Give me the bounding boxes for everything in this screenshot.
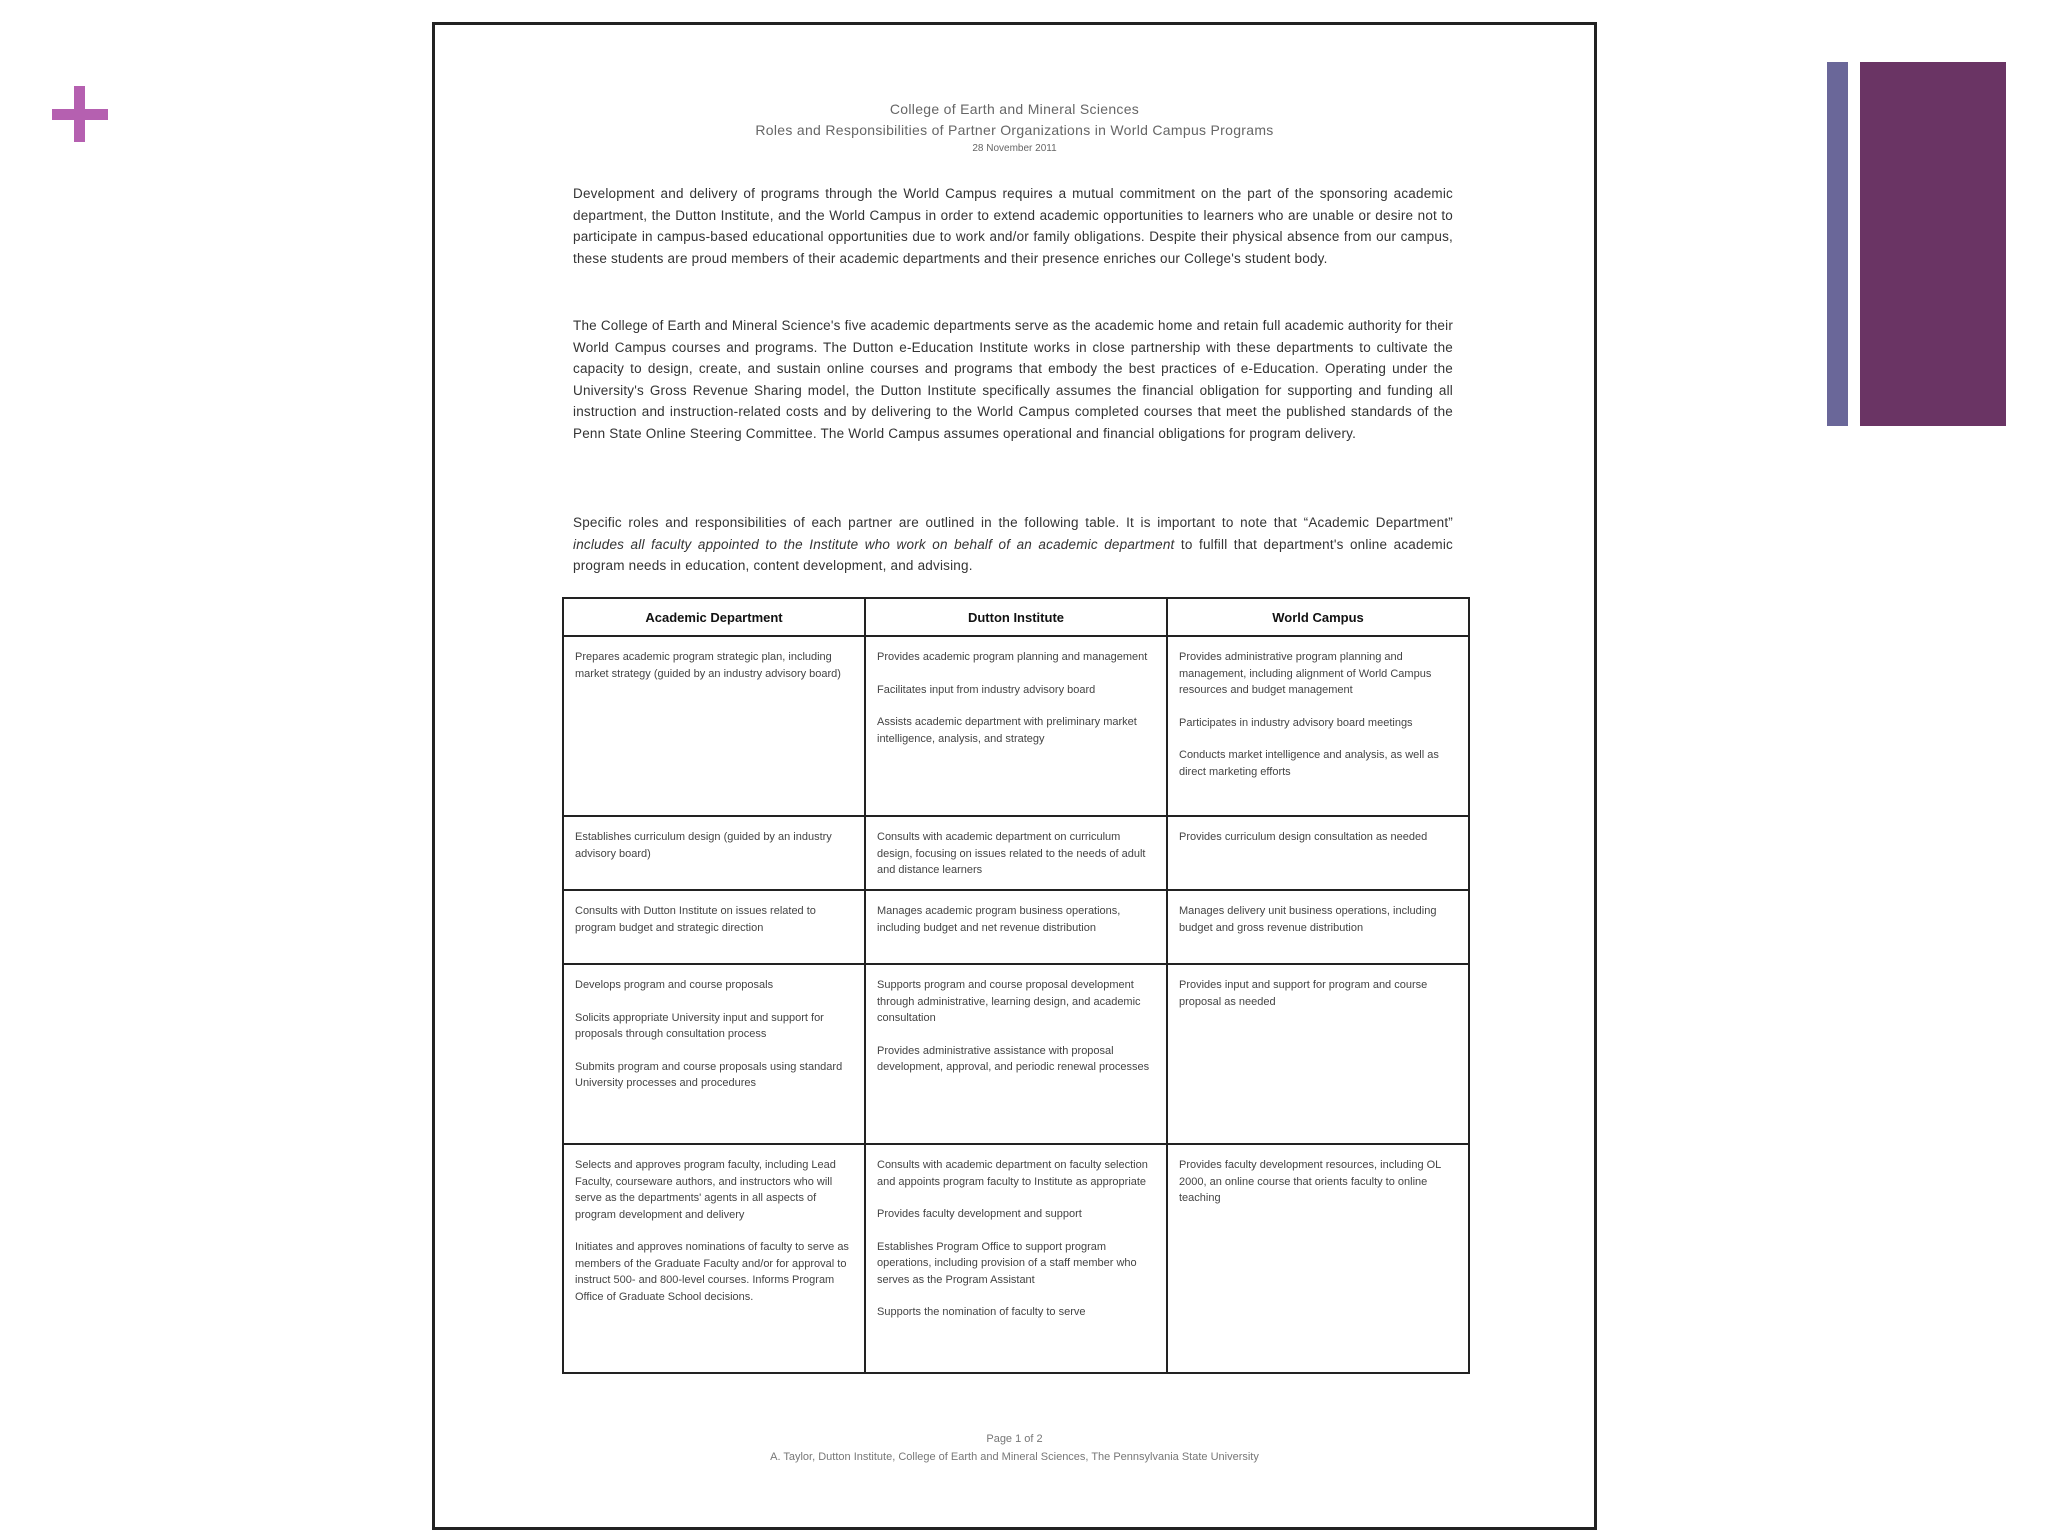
table-cell [563, 964, 865, 1144]
plus-icon [52, 86, 108, 142]
table-cell [865, 816, 1167, 890]
table-row [563, 890, 1469, 964]
document-footer [435, 1430, 1594, 1466]
college-name: College of Earth and Mineral Sciences [889, 101, 1140, 117]
document-header [435, 99, 1594, 157]
cell-item: Conducts market intelligence and analysis, as well as direct marketing efforts [1179, 749, 1439, 778]
cell-item: Solicits appropriate University input and support for proposals through consultation process [575, 1011, 824, 1040]
cell-item: Consults with academic department on curriculum design, focusing on issues related to the needs of adult and distance learners [877, 831, 1146, 876]
table-cell [563, 816, 865, 890]
table-cell [1167, 1144, 1469, 1373]
departments-paragraph: The College of Earth and Mineral Science's five academic departments serve as the academic home and retain full academic authority for their World Campus courses and programs. The Dutton e-Education Institute works in close partnership with these departments to cultivate the capacity to design, create, and sustain online courses and programs that embody the best practices of e-Education. Operating under the University's Gross Revenue Sharing model, the Dutton Institute specifically assumes the financial obligation for supporting and funding all instruction and instruction-related costs and by delivering to the World Campus completed courses that meet the published standards of the Penn State Online Steering Committee. The World Campus assumes operational and financial obligations for program delivery. [573, 318, 1454, 441]
cell-item: Prepares academic program strategic plan, including market strategy (guided by an industry advisory board) [575, 651, 841, 680]
table-cell [1167, 890, 1469, 964]
cell-item: Selects and approves program faculty, including Lead Faculty, courseware authors, and instructors who will serve as the departments' agents in all aspects of program development and delivery [575, 1159, 836, 1221]
cell-item: Manages academic program business operations, including budget and net revenue distribution [877, 905, 1121, 934]
cell-item: Submits program and course proposals using standard University processes and procedures [575, 1060, 843, 1089]
footer-credit: A. Taylor, Dutton Institute, College of Earth and Mineral Sciences, The Pennsylvania State University [770, 1451, 1259, 1463]
document-page [432, 22, 1597, 1530]
column-header: World Campus [1167, 598, 1469, 636]
table-cell [865, 890, 1167, 964]
cell-item: Provides faculty development resources, including OL 2000, an online course that orients faculty to online teaching [1179, 1159, 1441, 1204]
roles-paragraph-end: to fulfill that department's online academic program needs in education, content development, and advising. [573, 536, 1454, 574]
cell-item: Manages delivery unit business operations, including budget and gross revenue distribution [1179, 905, 1437, 934]
cell-item: Initiates and approves nominations of faculty to serve as members of the Graduate Faculty and/or for approval to instruct 500- and 800-level courses. Informs Program Office of Graduate School decisions. [575, 1241, 849, 1303]
cell-item: Facilitates input from industry advisory board [877, 683, 1096, 696]
cell-item: Supports program and course proposal development through administrative, learning design, and academic consultation [877, 979, 1141, 1024]
table-cell [563, 636, 865, 816]
roles-paragraph-start: Specific roles and responsibilities of each partner are outlined in the following table. It is important to note that “Academic Department” [573, 515, 1453, 530]
table-row [563, 816, 1469, 890]
table-row [563, 964, 1469, 1144]
table-cell [865, 964, 1167, 1144]
cell-item: Consults with Dutton Institute on issues related to program budget and strategic direction [575, 905, 816, 934]
table-cell [563, 890, 865, 964]
plus-icon-vertical [74, 86, 85, 142]
cell-item: Establishes Program Office to support program operations, including provision of a staff member who serves as the Program Assistant [877, 1240, 1137, 1286]
table-row [563, 636, 1469, 816]
roles-paragraph [573, 512, 1453, 577]
table-cell [1167, 816, 1469, 890]
cell-item: Develops program and course proposals [575, 979, 774, 991]
cell-item: Consults with academic department on faculty selection and appoints program faculty to Institute as appropriate [877, 1159, 1148, 1188]
document-title: Roles and Responsibilities of Partner Organizations in World Campus Programs [755, 122, 1274, 138]
accent-bar-wide [1860, 62, 2006, 426]
cell-item: Supports the nomination of faculty to serve [877, 1306, 1086, 1318]
roles-paragraph-italic: includes all faculty appointed to the Institute who work on behalf of an academic department [573, 536, 1175, 552]
column-header: Academic Department [563, 598, 865, 636]
cell-item: Establishes curriculum design (guided by an industry advisory board) [575, 831, 832, 860]
page-number: Page 1 of 2 [986, 1433, 1043, 1445]
cell-item: Provides academic program planning and management [877, 651, 1148, 663]
cell-item: Provides faculty development and support [877, 1208, 1082, 1220]
accent-bar-thin [1827, 62, 1848, 426]
cell-item: Provides input and support for program and course proposal as needed [1179, 979, 1428, 1008]
cell-item: Provides curriculum design consultation as needed [1179, 831, 1428, 843]
table-cell [1167, 964, 1469, 1144]
table-cell [1167, 636, 1469, 816]
table-header-row [563, 598, 1469, 636]
column-header: Dutton Institute [865, 598, 1167, 636]
intro-paragraph: Development and delivery of programs through the World Campus requires a mutual commitment on the part of the sponsoring academic department, the Dutton Institute, and the World Campus in order to extend academic opportunities to learners who are unable or desire not to participate in campus-based educational opportunities due to work and/or family obligations. Despite their physical absence from our campus, these students are proud members of their academic departments and their presence enriches our College's student body. [573, 186, 1453, 266]
table-cell [563, 1144, 865, 1373]
document-date: 28 November 2011 [972, 143, 1057, 154]
cell-item: Assists academic department with preliminary market intelligence, analysis, and strategy [877, 716, 1137, 745]
cell-item: Provides administrative assistance with proposal development, approval, and periodic renewal processes [877, 1044, 1150, 1073]
table-cell [865, 636, 1167, 816]
cell-item: Provides administrative program planning and management, including alignment of World Campus resources and budget management [1179, 651, 1432, 696]
roles-table [562, 597, 1470, 1374]
cell-item: Participates in industry advisory board meetings [1179, 716, 1413, 729]
table-cell [865, 1144, 1167, 1373]
table-row [563, 1144, 1469, 1373]
